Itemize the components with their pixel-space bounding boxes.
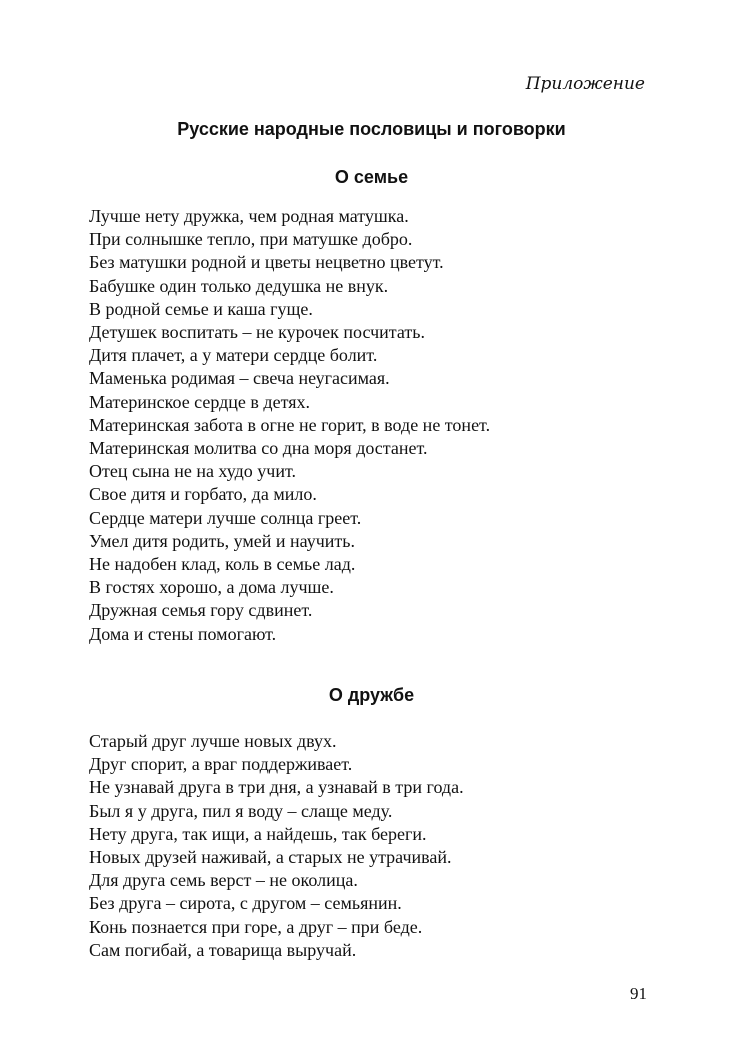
proverb-line: Не узнавай друга в три дня, а узнавай в три года. — [89, 777, 464, 798]
proverb-list-friendship — [89, 730, 464, 962]
proverb-line: Материнское сердце в детях. — [89, 391, 310, 412]
proverb-line: Конь познается при горе, а друг – при беде. — [89, 916, 423, 937]
page-title: Русские народные пословицы и поговорки — [177, 119, 566, 139]
proverb-line: Друг спорит, а враг поддерживает. — [89, 754, 353, 775]
proverb-line: Свое дитя и горбато, да мило. — [89, 484, 317, 505]
proverb-line: Материнская забота в огне не горит, в воде не тонет. — [89, 414, 491, 435]
proverb-line: Нету друга, так ищи, а найдешь, так береги. — [89, 823, 427, 844]
proverb-line: Сердце матери лучше солнца греет. — [89, 507, 362, 528]
proverb-line: В родной семье и каша гуще. — [89, 298, 313, 319]
proverb-line: Дитя плачет, а у матери сердце болит. — [89, 345, 378, 366]
proverb-line: Детушек воспитать – не курочек посчитать. — [89, 322, 425, 343]
proverb-line: При солнышке тепло, при матушке добро. — [89, 229, 413, 250]
proverb-line: Новых друзей наживай, а старых не утрачивай. — [89, 847, 452, 868]
proverb-line: Дома и стены помогают. — [89, 623, 277, 644]
page-number: 91 — [630, 984, 647, 1003]
proverb-line: Сам погибай, а товарища выручай. — [89, 939, 357, 960]
proverb-line: Старый друг лучше новых двух. — [89, 731, 337, 751]
proverb-line: Умел дитя родить, умей и научить. — [89, 530, 355, 551]
proverb-line: Для друга семь верст – не околица. — [89, 870, 358, 891]
proverb-line: Лучше нету дружка, чем родная матушка. — [89, 206, 409, 226]
proverb-line: Без матушки родной и цветы нецветно цветут. — [89, 252, 444, 273]
section-heading-family: О семье — [334, 167, 409, 187]
proverb-list-family — [89, 205, 490, 646]
proverb-line: Отец сына не на худо учит. — [89, 461, 296, 482]
proverb-line: Материнская молитва со дна моря достанет. — [89, 438, 428, 459]
proverb-line: Бабушке один только дедушка не внук. — [89, 275, 389, 296]
proverb-line: В гостях хорошо, а дома лучше. — [89, 577, 334, 598]
proverb-line: Маменька родимая – свеча неугасимая. — [89, 368, 390, 389]
proverb-line: Без друга – сирота, с другом – семьянин. — [89, 893, 402, 914]
section-heading-friendship: О дружбе — [328, 685, 415, 705]
proverb-line: Не надобен клад, коль в семье лад. — [89, 554, 356, 575]
running-head: Приложение — [525, 74, 645, 94]
proverb-line: Дружная семья гору сдвинет. — [89, 600, 313, 621]
proverb-line: Был я у друга, пил я воду – слаще меду. — [89, 800, 393, 821]
